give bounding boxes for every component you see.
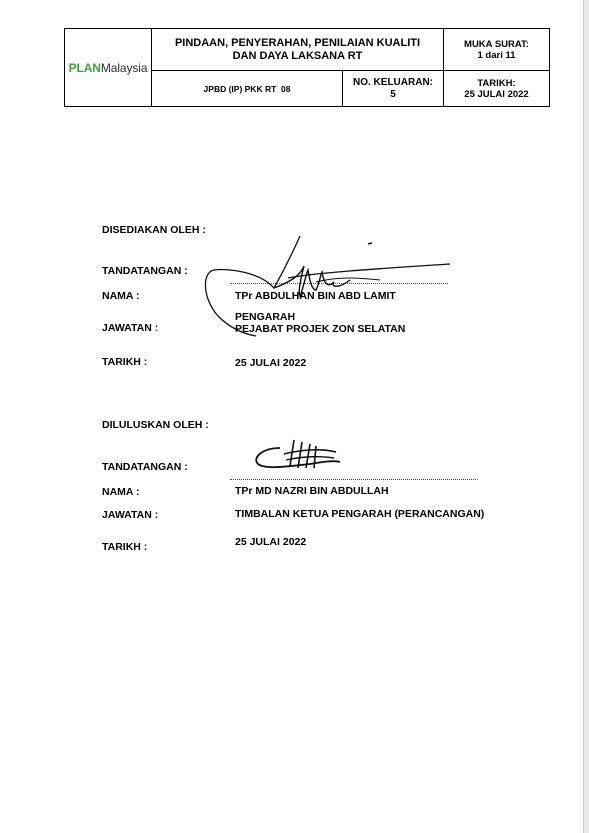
document-header-table [64,28,550,107]
title-line-1: PINDAAN, PENYERAHAN, PENILAIAN KUALITI [174,36,421,49]
date-cell [444,71,549,106]
prepared-name-label: NAMA : [102,290,140,302]
approved-signature-line [230,479,478,480]
approved-position-label: JAWATAN : [102,509,159,521]
logo-cell [65,29,152,106]
approved-signature-label: TANDATANGAN : [102,461,188,473]
prepared-position-line-2: PEJABAT PROJEK ZON SELATAN [235,323,406,335]
prepared-position-label: JAWATAN : [102,322,159,334]
title-line-2: DAN DAYA LAKSANA RT [232,49,363,62]
document-title [152,29,444,71]
prepared-position-line-1: PENGARAH [235,311,296,323]
issue-number-cell [343,71,444,106]
approved-signature-image [250,436,350,476]
keluaran-value: 5 [390,88,396,100]
tarikh-label: TARIKH: [477,77,516,89]
tarikh-value: 25 JULAI 2022 [464,88,529,100]
reference-number: JPBD (IP) PKK RT 08 [203,83,291,94]
prepared-signature-label: TANDATANGAN : [102,265,188,277]
reference-cell [152,71,343,106]
page-edge [583,0,589,833]
approved-position-value: TIMBALAN KETUA PENGARAH (PERANCANGAN) [235,508,485,520]
approved-date-value: 25 JULAI 2022 [235,536,307,548]
approved-name-label: NAMA : [102,486,140,498]
muka-surat-label: MUKA SURAT: [464,38,529,50]
approved-name-value: TPr MD NAZRI BIN ABDULLAH [235,485,389,497]
keluaran-label: NO. KELUARAN: [353,76,433,88]
muka-surat-value: 1 dari 11 [477,49,516,61]
approved-date-label: TARIKH : [102,541,148,553]
prepared-date-label: TARIKH : [102,356,148,368]
approved-heading: DILULUSKAN OLEH : [102,419,209,431]
prepared-heading: DISEDIAKAN OLEH : [102,224,206,236]
prepared-name-value: TPr ABDULHAN BIN ABD LAMIT [235,290,396,302]
page-number-cell [444,29,549,71]
prepared-date-value: 25 JULAI 2022 [235,357,307,369]
planmalaysia-logo: PLANMalaysia [68,60,148,75]
